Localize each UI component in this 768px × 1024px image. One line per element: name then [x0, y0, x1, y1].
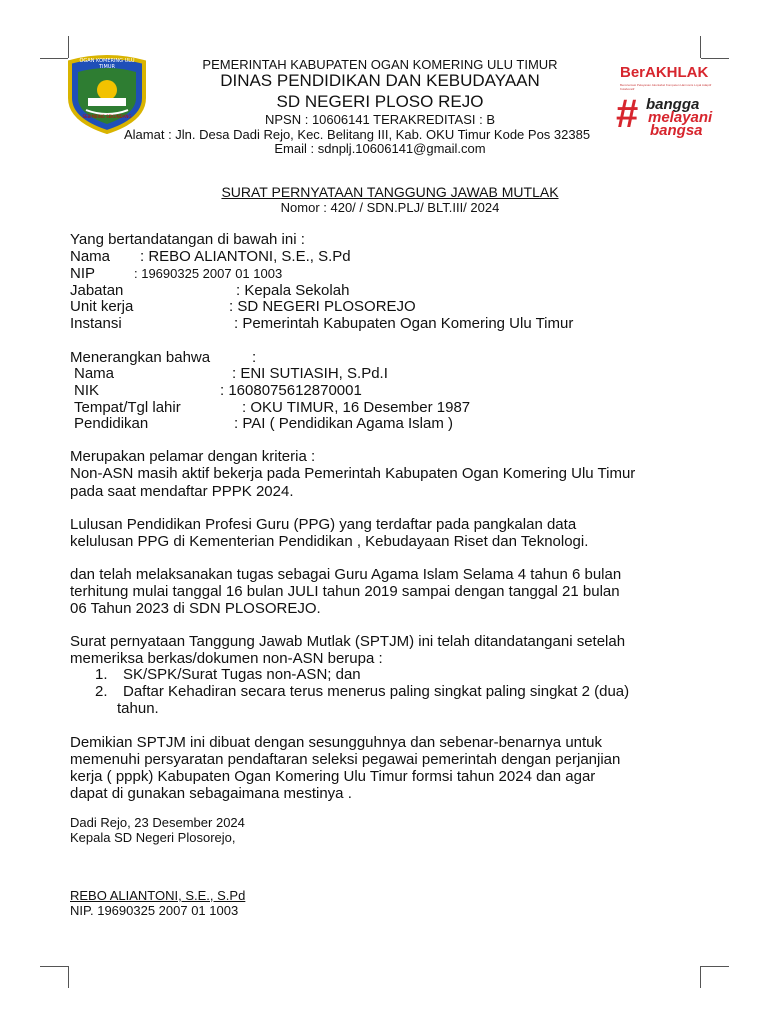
menerangkan-label: Menerangkan bahwa	[70, 349, 211, 366]
header-line-1: PEMERINTAH KABUPATEN OGAN KOMERING ULU TIMUR	[202, 57, 558, 72]
signer-nip-label: NIP	[70, 265, 96, 282]
subject-nik-value: : 1608075612870001	[220, 382, 362, 399]
ppg-line-2: kelulusan PPG di Kementerian Pendidikan , Kebudayaan Riset dan Teknologi.	[70, 533, 589, 550]
menerangkan-colon: :	[252, 349, 257, 366]
signer-position: Kepala SD Negeri Plosorejo,	[70, 830, 236, 845]
letter-title: SURAT PERNYATAAN TANGGUNG JAWAB MUTLAK	[221, 184, 559, 200]
crop-mark-br-h	[701, 966, 729, 967]
subject-ttl-label: Tempat/Tgl lahir	[74, 399, 181, 416]
tugas-line-1: dan telah melaksanakan tugas sebagai Guru Agama Islam Selama 4 tahun 6 bulan	[70, 566, 622, 583]
header-npsn: NPSN : 10606141 TERAKREDITASI : B	[264, 112, 495, 127]
list-item-continuation: tahun.	[117, 700, 159, 717]
letter-number: Nomor : 420/ / SDN.PLJ/ BLT.III/ 2024	[280, 200, 500, 215]
closing-line-2: memenuhi persyaratan pendaftaran seleksi pegawai pemerintah dengan perjanjian	[70, 751, 621, 768]
closing-line-1: Demikian SPTJM ini dibuat dengan sesungguhnya dan sebenar-benarnya untuk	[70, 734, 603, 751]
subject-nama-label: Nama	[74, 365, 115, 382]
list-item-number: 1.	[95, 666, 108, 683]
signer-instansi-row	[70, 315, 690, 335]
melayani-text: melayani	[648, 109, 713, 126]
sptjm-line-1: Surat pernyataan Tanggung Jawab Mutlak (SPTJM) ini telah ditandatangani setelah	[70, 633, 626, 650]
signer-nama-value: : REBO ALIANTONI, S.E., S.Pd	[140, 248, 351, 265]
subject-pend-value: : PAI ( Pendidikan Agama Islam )	[234, 415, 453, 432]
crop-mark-br-v	[700, 966, 701, 988]
subject-nik-label: NIK	[74, 382, 100, 399]
list-item-text: Daftar Kehadiran secara terus menerus paling singkat paling singkat 2 (dua)	[123, 683, 630, 700]
sptjm-line-2: memeriksa berkas/dokumen non-ASN berupa :	[70, 650, 383, 667]
subject-pend-label: Pendidikan	[74, 415, 149, 432]
logo-text-bottom: SEBIMBING SEKUNDANG	[82, 114, 132, 119]
berakhlak-brand: BerAKHLAK	[620, 64, 709, 81]
signer-instansi-label: Instansi	[70, 315, 122, 332]
ppg-line-1: Lulusan Pendidikan Profesi Guru (PPG) yang terdaftar pada pangkalan data	[70, 516, 577, 533]
bangga-text: bangga	[646, 96, 700, 113]
crop-mark-tr-v	[700, 36, 701, 58]
list-item-number: 2.	[95, 683, 108, 700]
kriteria-intro: Merupakan pelamar dengan kriteria :	[70, 448, 316, 465]
signer-unit-value: : SD NEGERI PLOSOREJO	[229, 298, 416, 315]
list-item-text: SK/SPK/Surat Tugas non-ASN; dan	[123, 666, 361, 683]
crop-mark-bl-h	[40, 966, 68, 967]
logo-text-top: OGAN KOMERING ULU TIMUR	[79, 58, 135, 70]
hashtag-icon: #	[616, 92, 639, 136]
signer-nip-value: : 19690325 2007 01 1003	[134, 266, 283, 281]
signature-name: REBO ALIANTONI, S.E., S.Pd	[70, 888, 246, 903]
subject-ttl-value: : OKU TIMUR, 16 Desember 1987	[242, 399, 471, 416]
signature-nip: NIP. 19690325 2007 01 1003	[70, 903, 239, 918]
list-item	[95, 683, 695, 703]
berakhlak-tagline: Berorientasi Pelayanan Akuntabel Kompeten Harmonis Loyal Adaptif Kolaboratif	[620, 83, 712, 91]
crop-mark-bl-v	[68, 966, 69, 988]
header-line-2: DINAS PENDIDIKAN DAN KEBUDAYAAN	[220, 71, 540, 90]
closing-line-3: kerja ( pppk) Kabupaten Ogan Komering Ulu Timur formsi tahun 2024 dan agar	[70, 768, 596, 785]
signer-unit-label: Unit kerja	[70, 298, 134, 315]
kriteria-line-1: Non-ASN masih aktif bekerja pada Pemerintah Kabupaten Ogan Komering Ulu Timur	[70, 465, 636, 482]
header-address: Alamat : Jln. Desa Dadi Rejo, Kec. Belitang III, Kab. OKU Timur Kode Pos 32385	[124, 127, 591, 142]
subject-pend-row	[74, 415, 694, 435]
kriteria-line-2: pada saat mendaftar PPPK 2024.	[70, 483, 294, 500]
header-line-3: SD NEGERI PLOSO REJO	[276, 92, 484, 111]
signer-instansi-value: : Pemerintah Kabupaten Ogan Komering Ulu Timur	[234, 315, 574, 332]
bangsa-text: bangsa	[650, 122, 703, 139]
closing-line-4: dapat di gunakan sebagaimana mestinya .	[70, 785, 352, 802]
signer-jabatan-value: : Kepala Sekolah	[236, 282, 350, 299]
signer-nama-label: Nama	[70, 248, 111, 265]
tugas-line-3: 06 Tahun 2023 di SDN PLOSOREJO.	[70, 600, 321, 617]
signer-jabatan-label: Jabatan	[70, 282, 124, 299]
subject-nama-value: : ENI SUTIASIH, S.Pd.I	[232, 365, 388, 382]
intro-text: Yang bertandatangan di bawah ini :	[70, 231, 305, 248]
tugas-line-2: terhitung mulai tanggal 16 bulan JULI tahun 2019 sampai dengan tanggal 21 bulan	[70, 583, 620, 600]
place-date: Dadi Rejo, 23 Desember 2024	[70, 815, 245, 830]
header-email: Email : sdnplj.10606141@gmail.com	[274, 141, 486, 156]
crop-mark-tr-h	[701, 58, 729, 59]
